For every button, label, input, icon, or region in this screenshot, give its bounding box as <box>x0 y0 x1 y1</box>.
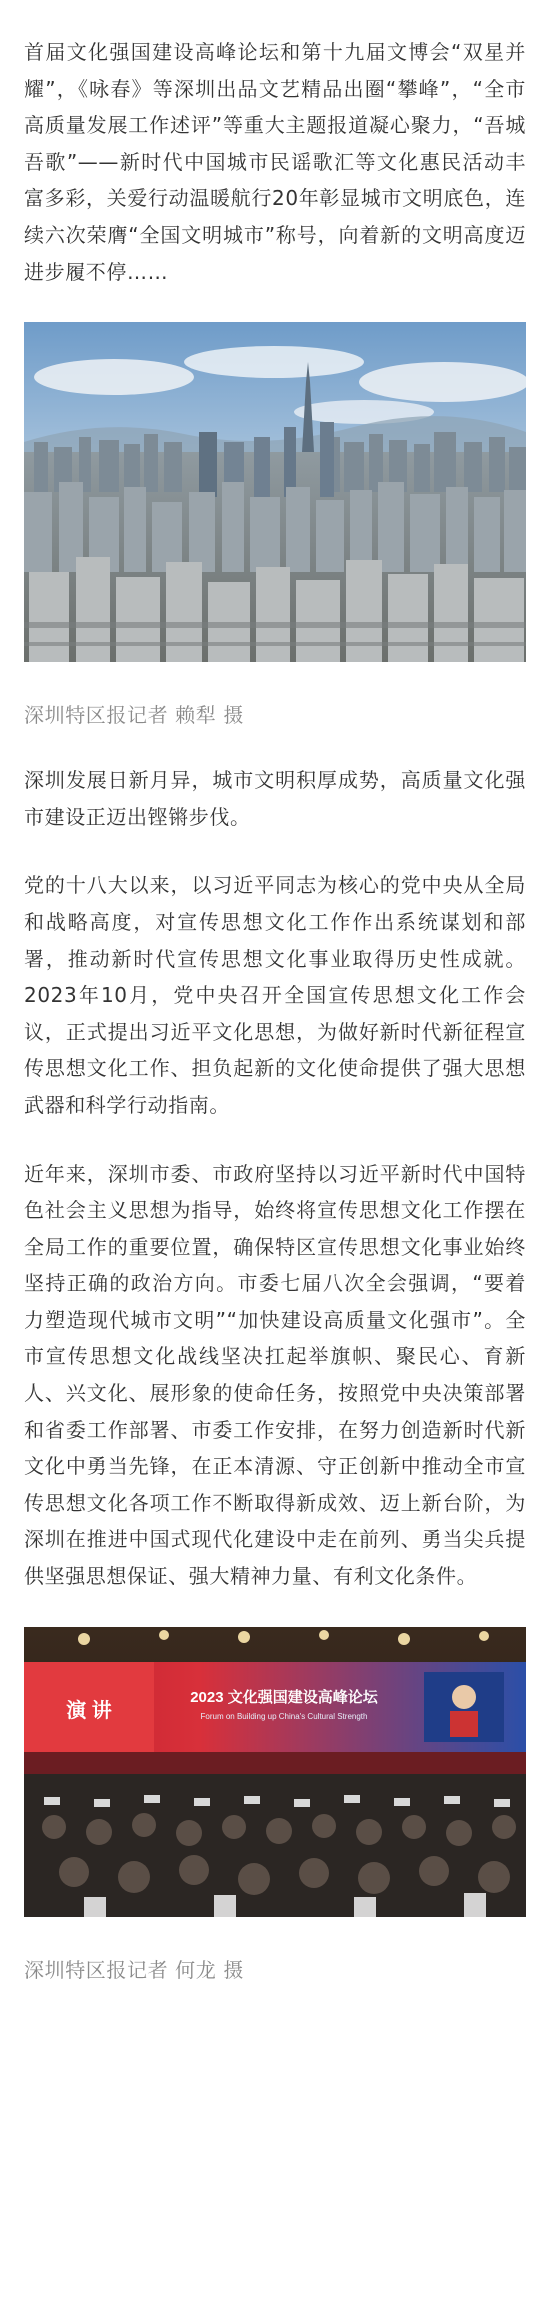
stage-subtitle-text: Forum on Building up China's Cultural Strength <box>200 1711 368 1721</box>
paragraph-4: 近年来，深圳市委、市政府坚持以习近平新时代中国特色社会主义思想为指导，始终将宣传思想文化工作摆在全局工作的重要位置，确保特区宣传思想文化事业始终坚持正确的政治方向。市委七届八次全会强调，“要着力塑造现代城市文明”“加快建设高质量文化强市”。全市宣传思想文化战线坚决扛起举旗帜、聚民心、育新人、兴文化、展形象的使命任务，按照党中央决策部署和省委工作部署、市委工作安排，在努力创造新时代新文化中勇当先锋，在正本清源、守正创新中推动全市宣传思想文化各项工作不断取得新成效、迈上新台阶，为深圳在推进中国式现代化建设中走在前列、勇当尖兵提供坚强思想保证、强大精神力量、有利文化条件。 <box>24 1161 526 1589</box>
figure-forum <box>24 1627 526 1985</box>
paragraph-2: 深圳发展日新月异，城市文明积厚成势，高质量文化强市建设正迈出铿锵步伐。 <box>24 768 526 829</box>
photo-caption: 深圳特区报记者 赖犁 摄 <box>24 703 244 728</box>
figure-city-skyline <box>24 322 526 730</box>
stage-title-text: 2023 文化强国建设高峰论坛 <box>190 1688 378 1706</box>
paragraph-3: 党的十八大以来，以习近平同志为核心的党中央从全局和战略高度，对宣传思想文化工作作出系统谋划和部署，推动新时代宣传思想文化事业取得历史性成就。2023年10月，党中央召开全国宣传思想文化工作会议，正式提出习近平文化思想，为做好新时代新征程宣传思想文化工作、担负起新的文化使命提供了强大思想武器和科学行动指南。 <box>24 873 526 1117</box>
intro-paragraph: 首届文化强国建设高峰论坛和第十九届文博会“双星并耀”，《咏春》等深圳出品文艺精品出圈“攀峰”，“全市高质量发展工作述评”等重大主题报道凝心聚力，“吾城吾歌”——新时代中国城市民谣歌汇等文化惠民活动丰富多彩，关爱行动温暖航行20年彰显城市文明底色，连续六次荣膺“全国文明城市”称号，向着新的文明高度迈进步履不停…… <box>24 40 526 284</box>
forum-photo <box>24 1627 526 1917</box>
stage-left-text: 演 讲 <box>66 1699 112 1722</box>
photo-caption: 深圳特区报记者 何龙 摄 <box>24 1957 244 1982</box>
city-skyline-photo <box>24 322 526 662</box>
